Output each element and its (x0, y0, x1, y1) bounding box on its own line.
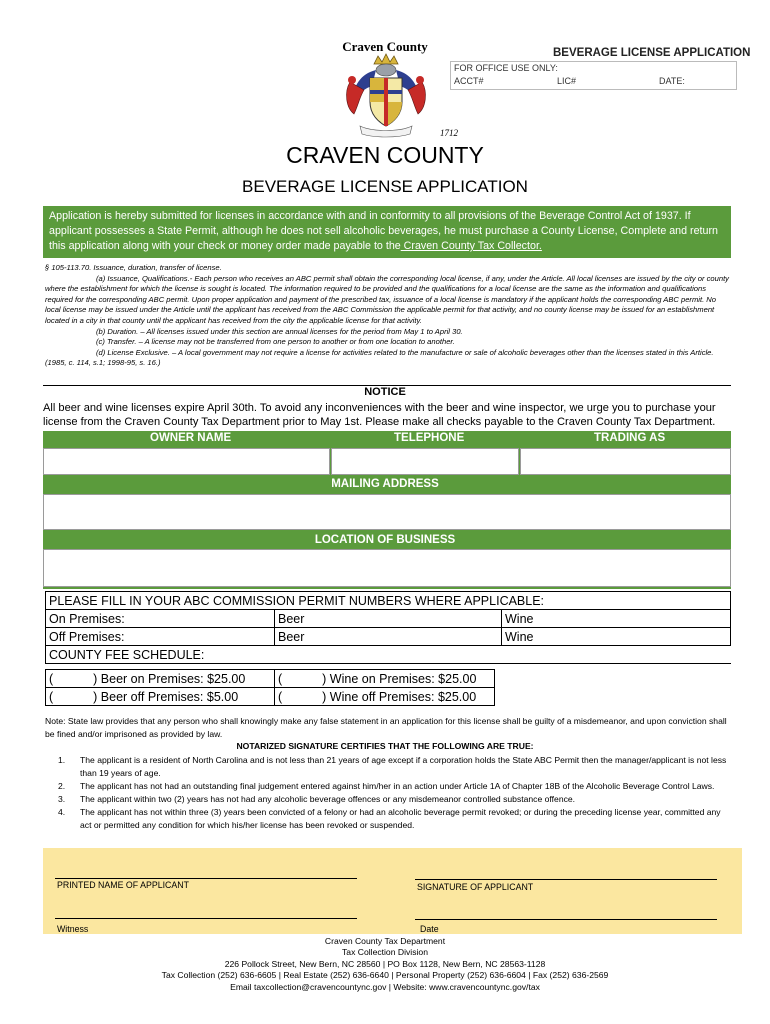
trading-as-input[interactable] (520, 448, 731, 475)
beer-on-fee-checkbox[interactable] (46, 670, 275, 688)
tax-collector-link[interactable]: Craven County Tax Collector. (400, 240, 542, 252)
office-acct-label: ACCT# (454, 76, 484, 86)
beer-off-fee-checkbox[interactable] (46, 688, 275, 706)
wine-on-fee-label: ) Wine on Premises: $25.00 (322, 671, 477, 686)
permit-table (45, 591, 731, 664)
statute-para-c: (c) Transfer. – A license may not be transferred from one person to another or from one location to another. (96, 337, 455, 347)
on-premises-beer-input[interactable]: Beer (275, 610, 502, 628)
paren-open: ( (278, 689, 283, 704)
office-form-title: BEVERAGE LICENSE APPLICATION (553, 47, 751, 59)
page-subtitle: BEVERAGE LICENSE APPLICATION (242, 177, 528, 196)
page-title: CRAVEN COUNTY (286, 142, 484, 168)
paren-open: ( (278, 671, 283, 686)
beer-on-fee-label: ) Beer on Premises: $25.00 (93, 671, 246, 686)
signature-label: SIGNATURE OF APPLICANT (417, 882, 534, 892)
printed-name-label: PRINTED NAME OF APPLICANT (57, 880, 189, 890)
fee-table (45, 669, 495, 706)
footer-contact: Email taxcollection@cravencountync.gov | Website: www.cravencountync.gov/tax (230, 981, 540, 992)
certify-item (58, 754, 728, 780)
wine-on-fee-checkbox[interactable] (275, 670, 495, 688)
mailing-address-header: MAILING ADDRESS (331, 478, 439, 490)
certify-num: 3. (58, 794, 66, 804)
certify-num: 1. (58, 755, 66, 765)
telephone-header: TELEPHONE (394, 432, 465, 444)
fee-row-on (46, 670, 495, 688)
certify-heading: NOTARIZED SIGNATURE CERTIFIES THAT THE FOLLOWING ARE TRUE: (236, 741, 534, 751)
intro-text (49, 209, 727, 254)
county-crest-logo (340, 52, 432, 138)
location-input[interactable] (43, 549, 731, 587)
certify-text: The applicant has not had an outstanding final judgement entered against him/her in an action under Article 1A of Chapter 18B of the Alcoholic Beverage Control Laws. (80, 781, 715, 791)
paren-open: ( (49, 671, 54, 686)
owner-name-header: OWNER NAME (150, 432, 232, 444)
statute-heading: § 105-113.70. Issuance, duration, transfer of license. (45, 263, 222, 272)
false-statement-note: Note: State law provides that any person who shall knowingly make any false statement in an application for this license shall be guilty of a misdemeanor, and upon conviction shall be fined and/or imprisoned as provided by law. (45, 716, 727, 739)
permit-row-on (46, 610, 731, 628)
statute-para-d: (d) License Exclusive. – A local government may not require a license for activities related to the manufacture or sale of alcoholic beverages other than the licenses stated in this Article. (1985, c. 114, s.1; 1998-95, s. 16.) (45, 347, 714, 368)
mailing-address-input[interactable] (43, 494, 731, 530)
printed-name-line[interactable] (55, 878, 357, 879)
location-header: LOCATION OF BUSINESS (314, 534, 456, 546)
footer (0, 936, 770, 993)
permit-row-off (46, 628, 731, 646)
witness-label: Witness (57, 924, 89, 934)
office-use-label: FOR OFFICE USE ONLY: (454, 63, 558, 73)
on-premises-wine-input[interactable]: Wine (502, 610, 731, 628)
signature-line[interactable] (415, 879, 717, 880)
statute-block (45, 263, 733, 369)
certify-num: 4. (58, 807, 66, 817)
certify-list (58, 754, 728, 832)
telephone-input[interactable] (331, 448, 519, 475)
footer-division: Tax Collection Division (342, 947, 428, 958)
certify-text: The applicant within two (2) years has not had any alcoholic beverage offences or any misdemeanor controlled substance offence. (80, 794, 576, 804)
off-premises-beer-input[interactable]: Beer (275, 628, 502, 646)
county-script-title: Craven County (342, 39, 428, 54)
certify-text: The applicant has not within three (3) years been convicted of a felony or had an alcoholic beverage permit revoked; or during the preceding license year, committed any act or permitted any condition for which his/her license has been revoked or suspended. (80, 807, 721, 830)
wine-off-fee-label: ) Wine off Premises: $25.00 (322, 689, 477, 704)
witness-line[interactable] (55, 918, 357, 919)
permit-heading: PLEASE FILL IN YOUR ABC COMMISSION PERMIT NUMBERS WHERE APPLICABLE: (46, 592, 731, 610)
certify-item (58, 780, 728, 793)
owner-name-input[interactable] (43, 448, 330, 475)
date-label: Date (420, 924, 439, 934)
office-date-label: DATE: (659, 76, 685, 86)
intro-body: Application is hereby submitted for licenses in accordance with and in conformity to all provisions of the Beverage Control Act of 1937. If applicant possesses a State Permit, although he does not sell alcoholic beverages, he must purchase a County License, Complete and return this application along with your check or money order made payable to the (49, 210, 718, 252)
statute-para-a: (a) Issuance, Qualifications.- Each person who receives an ABC permit shall obtain the corresponding local license, if any, under the Article. All local licenses are issued by the city or county where the establishment for which the license is sought is located. The information required to be provided and the qualifications for a local license are the same as the information and qualifications required for the corresponding ABC permit. Upon proper application and payment of the prescribed tax, issuance of a local license is mandatory if the applicant holds the corresponding ABC permit. No local license may be issued under the Article until the applicant has received from the ABC Commission the applicable permit for that activity, and no county license may be issued for an establishment located in a city in that county until the applicant has received from the city the applicable license for that activity. (45, 273, 729, 325)
footer-phones: Tax Collection (252) 636-6605 | Real Estate (252) 636-6640 | Personal Property (252) 636-6604 | Fax (252) 636-2569 (161, 970, 609, 981)
footer-address: 226 Pollock Street, New Bern, NC 28560 | PO Box 1128, New Bern, NC 28563-1128 (224, 958, 546, 969)
paren-open: ( (49, 689, 54, 704)
notice-heading: NOTICE (364, 386, 406, 398)
certify-item (58, 793, 728, 806)
off-premises-wine-input[interactable]: Wine (502, 628, 731, 646)
fee-row-off (46, 688, 495, 706)
certify-item (58, 806, 728, 832)
date-line[interactable] (415, 919, 717, 920)
statute-para-b: (b) Duration. – All licenses issued under this section are annual licenses for the period from May 1 to April 30. (96, 326, 463, 336)
on-premises-label: On Premises: (46, 610, 275, 628)
county-founding-year: 1712 (440, 128, 458, 138)
trading-as-header: TRADING AS (594, 432, 666, 444)
notice-text: All beer and wine licenses expire April 30th. To avoid any inconveniences with the beer and wine inspector, we urge you to purchase your license from the Craven County Tax Department prior to May 1st. Please make all checks payable to the Craven County Tax Department. (43, 402, 716, 428)
fee-schedule-heading: COUNTY FEE SCHEDULE: (46, 646, 731, 664)
certify-text: The applicant is a resident of North Carolina and is not less than 21 years of age except if a corporation holds the State ABC Permit then the manager/applicant is not less than 19 years of age. (80, 755, 727, 778)
signature-panel (43, 848, 742, 934)
wine-off-fee-checkbox[interactable] (275, 688, 495, 706)
footer-department: Craven County Tax Department (324, 936, 446, 946)
off-premises-label: Off Premises: (46, 628, 275, 646)
office-lic-label: LIC# (557, 76, 577, 86)
beer-off-fee-label: ) Beer off Premises: $5.00 (93, 689, 239, 704)
certify-num: 2. (58, 781, 66, 791)
